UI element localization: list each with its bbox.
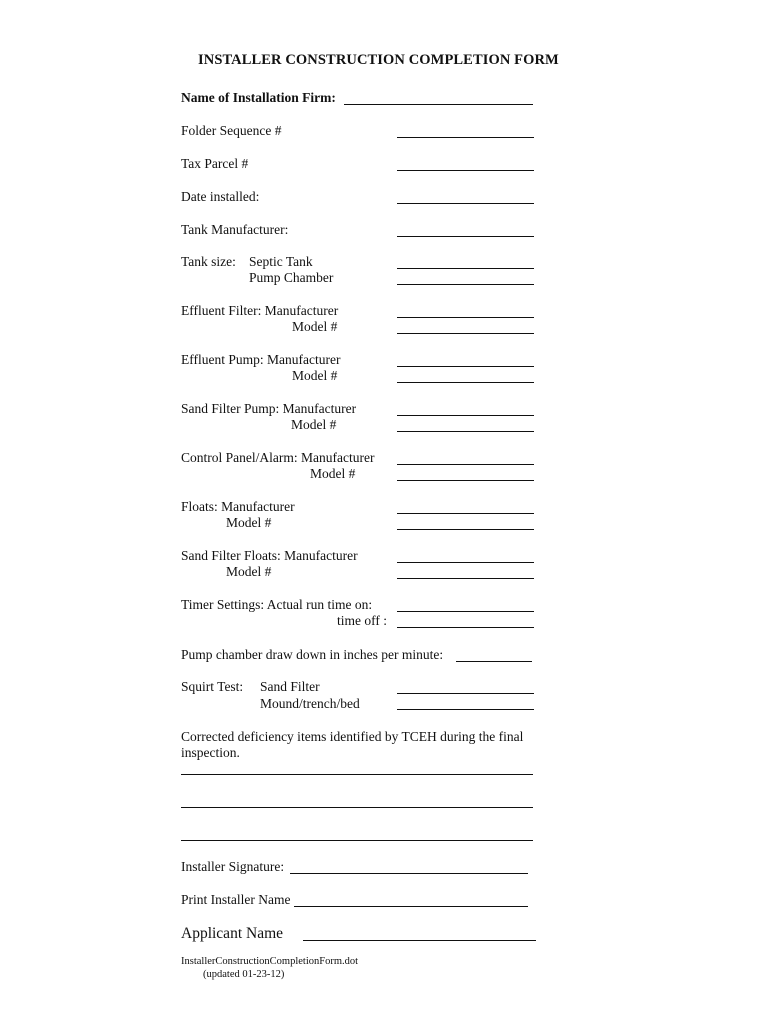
effluent-pump-model-label: Model # <box>292 368 338 383</box>
effluent-filter-model-field[interactable] <box>397 333 534 334</box>
sand-filter-floats-manufacturer-field[interactable] <box>397 562 534 563</box>
installer-signature-label: Installer Signature: <box>181 859 285 874</box>
tank-size-label: Tank size: <box>181 254 236 269</box>
applicant-name-label: Applicant Name <box>181 925 284 942</box>
floats-model-field[interactable] <box>397 529 534 530</box>
tax-parcel-field[interactable] <box>397 170 534 171</box>
folder-sequence-label: Folder Sequence # <box>181 123 282 138</box>
mound-trench-bed-label: Mound/trench/bed <box>260 696 360 711</box>
floats-model-label: Model # <box>226 515 272 530</box>
floats-label: Floats: Manufacturer <box>181 499 295 514</box>
print-installer-name-field[interactable] <box>294 906 528 907</box>
pump-chamber-field[interactable] <box>397 284 534 285</box>
deficiency-text-line2: inspection. <box>181 745 240 760</box>
sand-filter-floats-label: Sand Filter Floats: Manufacturer <box>181 548 358 563</box>
sand-filter-floats-model-label: Model # <box>226 564 272 579</box>
deficiency-text-line1: Corrected deficiency items identified by TCEH during the final <box>181 729 524 744</box>
effluent-pump-model-field[interactable] <box>397 382 534 383</box>
control-panel-label: Control Panel/Alarm: Manufacturer <box>181 450 375 465</box>
folder-sequence-field[interactable] <box>397 137 534 138</box>
sand-filter-pump-model-label: Model # <box>291 417 337 432</box>
sand-filter-floats-model-field[interactable] <box>397 578 534 579</box>
time-off-label: time off : <box>337 613 387 628</box>
footer-updated: (updated 01-23-12) <box>203 969 285 980</box>
effluent-filter-model-label: Model # <box>292 319 338 334</box>
effluent-filter-manufacturer-field[interactable] <box>397 317 534 318</box>
sand-filter-pump-model-field[interactable] <box>397 431 534 432</box>
deficiency-line-2[interactable] <box>181 807 533 808</box>
date-installed-label: Date installed: <box>181 189 260 204</box>
squirt-test-label: Squirt Test: <box>181 679 244 694</box>
date-installed-field[interactable] <box>397 203 534 204</box>
print-installer-name-label: Print Installer Name <box>181 892 291 907</box>
applicant-name-field[interactable] <box>303 940 536 941</box>
pump-chamber-label: Pump Chamber <box>249 270 334 285</box>
septic-tank-label: Septic Tank <box>249 254 313 269</box>
timer-settings-label: Timer Settings: Actual run time on: <box>181 597 373 612</box>
installer-signature-field[interactable] <box>290 873 528 874</box>
effluent-pump-label: Effluent Pump: Manufacturer <box>181 352 341 367</box>
control-panel-model-field[interactable] <box>397 480 534 481</box>
squirt-sand-filter-field[interactable] <box>397 693 534 694</box>
timer-off-field[interactable] <box>397 627 534 628</box>
effluent-filter-label: Effluent Filter: Manufacturer <box>181 303 339 318</box>
effluent-pump-manufacturer-field[interactable] <box>397 366 534 367</box>
control-panel-model-label: Model # <box>310 466 356 481</box>
tax-parcel-label: Tax Parcel # <box>181 156 249 171</box>
sand-filter-label: Sand Filter <box>260 679 320 694</box>
footer-filename: InstallerConstructionCompletionForm.dot <box>181 956 359 967</box>
squirt-mound-field[interactable] <box>397 709 534 710</box>
installation-firm-field[interactable] <box>344 104 533 105</box>
control-panel-manufacturer-field[interactable] <box>397 464 534 465</box>
deficiency-line-1[interactable] <box>181 774 533 775</box>
deficiency-line-3[interactable] <box>181 840 533 841</box>
sand-filter-pump-manufacturer-field[interactable] <box>397 415 534 416</box>
pump-drawdown-label: Pump chamber draw down in inches per minute: <box>181 647 444 662</box>
form-title: INSTALLER CONSTRUCTION COMPLETION FORM <box>198 52 559 68</box>
tank-manufacturer-field[interactable] <box>397 236 534 237</box>
sand-filter-pump-label: Sand Filter Pump: Manufacturer <box>181 401 357 416</box>
tank-manufacturer-label: Tank Manufacturer: <box>181 222 289 237</box>
septic-tank-field[interactable] <box>397 268 534 269</box>
installation-firm-label: Name of Installation Firm: <box>181 90 336 105</box>
timer-on-field[interactable] <box>397 611 534 612</box>
pump-drawdown-field[interactable] <box>456 661 532 662</box>
floats-manufacturer-field[interactable] <box>397 513 534 514</box>
